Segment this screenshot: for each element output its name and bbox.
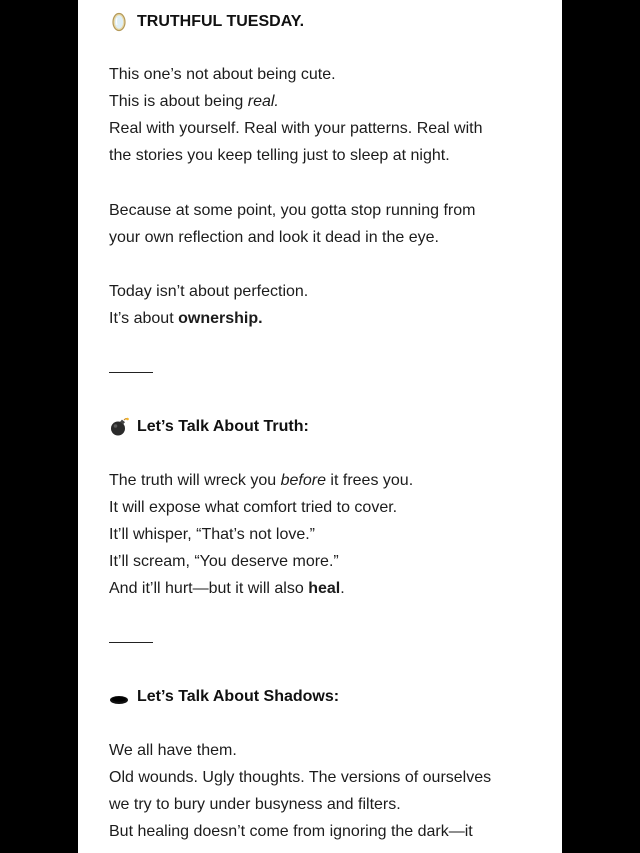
text-line: It’ll scream, “You deserve more.” bbox=[109, 553, 339, 570]
mirror-icon bbox=[109, 12, 129, 32]
text-line: your own reflection and look it dead in the eye. bbox=[109, 229, 439, 246]
text-line bbox=[109, 467, 549, 494]
heading-text: TRUTHFUL TUESDAY. bbox=[137, 13, 305, 30]
section-heading-truth bbox=[109, 416, 549, 438]
paragraph-shadows bbox=[109, 737, 549, 845]
paragraph-truth bbox=[109, 467, 549, 602]
section-heading-shadows bbox=[109, 686, 549, 708]
paragraph-reflection bbox=[109, 197, 549, 251]
text-line: But healing doesn’t come from ignoring the dark—it bbox=[109, 823, 473, 840]
text-line: we try to bury under busyness and filters. bbox=[109, 796, 401, 813]
bomb-icon bbox=[109, 417, 129, 437]
paragraph-intro bbox=[109, 61, 549, 169]
text-span: The truth will wreck you bbox=[109, 472, 281, 489]
text-line: Real with yourself. Real with your patterns. Real with bbox=[109, 120, 483, 137]
section-heading-truthful-tuesday bbox=[109, 11, 549, 33]
text-span: This is about being bbox=[109, 93, 248, 110]
text-line bbox=[109, 575, 549, 602]
strong-text: ownership. bbox=[178, 310, 263, 327]
heading-text: Let’s Talk About Shadows: bbox=[137, 688, 340, 705]
text-span: . bbox=[340, 580, 345, 597]
text-line: It will expose what comfort tried to cover. bbox=[109, 499, 398, 516]
hole-icon bbox=[109, 687, 129, 707]
document-page bbox=[78, 0, 562, 853]
text-line: It’ll whisper, “That’s not love.” bbox=[109, 526, 316, 543]
paragraph-ownership bbox=[109, 278, 549, 332]
text-line: This one’s not about being cute. bbox=[109, 66, 336, 83]
section-divider bbox=[109, 372, 153, 373]
section-divider bbox=[109, 642, 153, 643]
heading-text: Let’s Talk About Truth: bbox=[137, 418, 309, 435]
text-span: And it’ll hurt—but it will also bbox=[109, 580, 309, 597]
text-span: It’s about bbox=[109, 310, 179, 327]
text-line: Old wounds. Ugly thoughts. The versions of ourselves bbox=[109, 769, 492, 786]
strong-text: heal bbox=[308, 580, 341, 597]
text-line: Today isn’t about perfection. bbox=[109, 283, 309, 300]
text-line: Because at some point, you gotta stop running from bbox=[109, 202, 476, 219]
text-span: it frees you. bbox=[325, 472, 414, 489]
emphasis-text: real. bbox=[247, 93, 279, 110]
emphasis-text: before bbox=[280, 472, 326, 489]
text-line: We all have them. bbox=[109, 742, 237, 759]
text-line: the stories you keep telling just to sleep at night. bbox=[109, 147, 450, 164]
text-line bbox=[109, 305, 549, 332]
text-line bbox=[109, 88, 549, 115]
